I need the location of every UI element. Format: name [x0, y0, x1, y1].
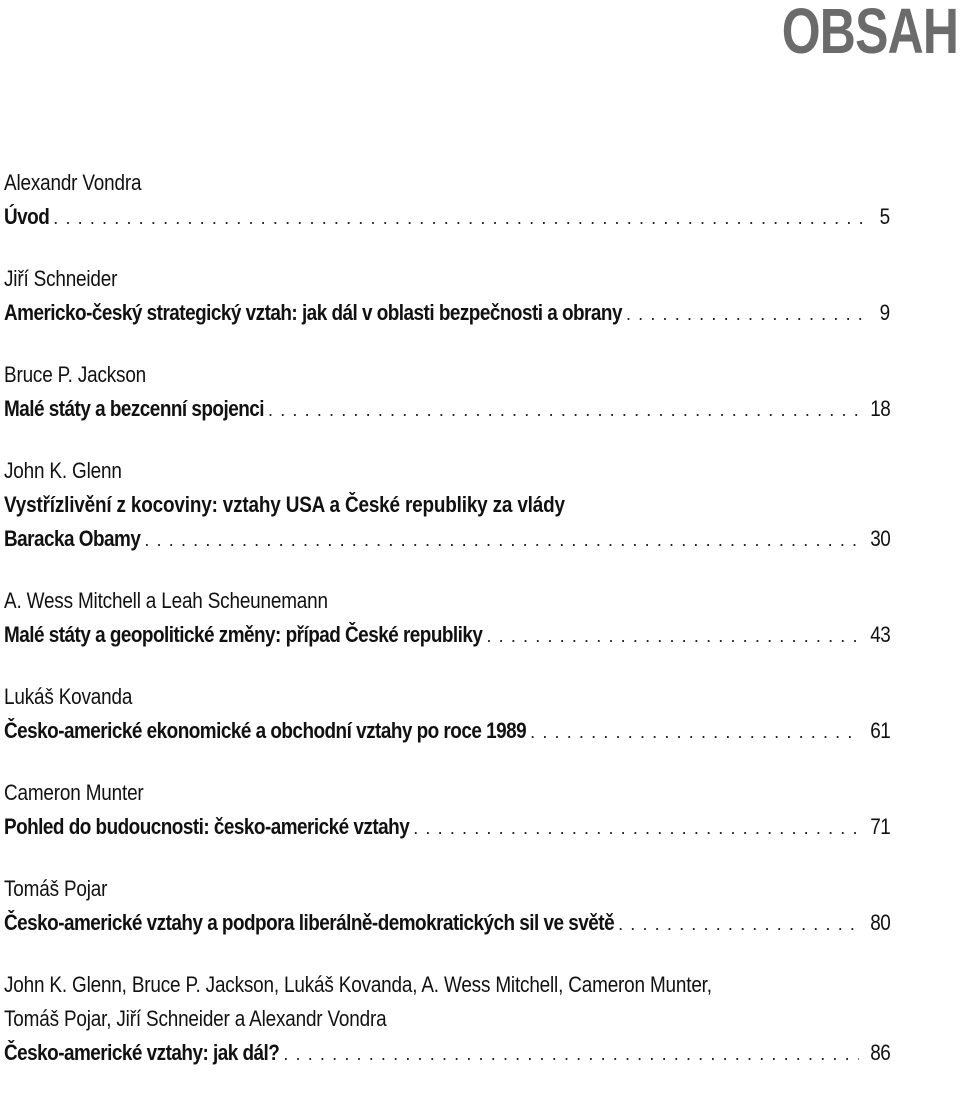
- toc-line[interactable]: [4, 810, 890, 844]
- toc-author: A. Wess Mitchell a Leah Scheunemann: [4, 588, 328, 613]
- toc-page-number: 30: [869, 526, 890, 551]
- dot-leader: [622, 297, 870, 331]
- toc-entry: [4, 584, 890, 652]
- toc-author: Bruce P. Jackson: [4, 362, 147, 387]
- toc-page-number: 18: [869, 396, 890, 421]
- toc-page-number: 5: [879, 204, 890, 229]
- toc-entry: [4, 454, 890, 556]
- toc-line[interactable]: [4, 714, 890, 748]
- toc-entry: [4, 262, 890, 330]
- dot-leader: [409, 811, 859, 845]
- toc-line[interactable]: [4, 618, 890, 652]
- toc-page-number: 86: [869, 1040, 890, 1065]
- toc-title[interactable]: Úvod: [4, 204, 50, 229]
- toc-entry: [4, 166, 890, 234]
- toc-entry: [4, 680, 890, 748]
- page-title: OBSAH: [781, 0, 958, 67]
- toc-entry: [4, 776, 890, 844]
- toc-author: Jiří Schneider: [4, 266, 118, 291]
- toc-page-number: 9: [879, 300, 890, 325]
- toc-title[interactable]: Baracka Obamy: [4, 526, 141, 551]
- toc-page-number: 61: [869, 718, 890, 743]
- toc-title[interactable]: Pohled do budoucnosti: česko-americké vztahy: [4, 814, 410, 839]
- toc-page-number: 80: [869, 910, 890, 935]
- toc-line[interactable]: [4, 1036, 890, 1070]
- toc-author: John K. Glenn, Bruce P. Jackson, Lukáš Kovanda, A. Wess Mitchell, Cameron Munter,: [4, 972, 712, 997]
- dot-leader: [140, 523, 858, 557]
- toc-author: Alexandr Vondra: [4, 170, 142, 195]
- toc-page-number: 43: [869, 622, 890, 647]
- toc-title[interactable]: Česko-americké ekonomické a obchodní vztahy po roce 1989: [4, 718, 527, 743]
- toc-line[interactable]: [4, 906, 890, 940]
- toc-author: Cameron Munter: [4, 780, 144, 805]
- table-of-contents: [4, 166, 890, 1098]
- toc-title-line: Vystřízlivění z kocoviny: vztahy USA a České republiky za vlády: [4, 492, 565, 517]
- toc-title[interactable]: Malé státy a bezcenní spojenci: [4, 396, 265, 421]
- toc-line[interactable]: [4, 522, 890, 556]
- dot-leader: [526, 715, 859, 749]
- toc-title[interactable]: Česko-americké vztahy: jak dál?: [4, 1040, 280, 1065]
- toc-line[interactable]: [4, 200, 890, 234]
- toc-title[interactable]: Česko-americké vztahy a podpora liberálně-demokratických sil ve světě: [4, 910, 615, 935]
- toc-author: Tomáš Pojar, Jiří Schneider a Alexandr Vondra: [4, 1006, 387, 1031]
- toc-entry: [4, 872, 890, 940]
- toc-line[interactable]: [4, 296, 890, 330]
- dot-leader: [279, 1037, 858, 1071]
- dot-leader: [264, 393, 859, 427]
- toc-page-number: 71: [869, 814, 890, 839]
- toc-author: Tomáš Pojar: [4, 876, 108, 901]
- toc-entry: [4, 358, 890, 426]
- toc-entry: [4, 968, 890, 1070]
- toc-line[interactable]: [4, 392, 890, 426]
- toc-author: Lukáš Kovanda: [4, 684, 133, 709]
- toc-title[interactable]: Malé státy a geopolitické změny: případ České republiky: [4, 622, 483, 647]
- dot-leader: [49, 201, 870, 235]
- dot-leader: [614, 907, 859, 941]
- toc-title[interactable]: Americko-český strategický vztah: jak dál v oblasti bezpečnosti a obrany: [4, 300, 622, 325]
- dot-leader: [482, 619, 858, 653]
- toc-author: John K. Glenn: [4, 458, 122, 483]
